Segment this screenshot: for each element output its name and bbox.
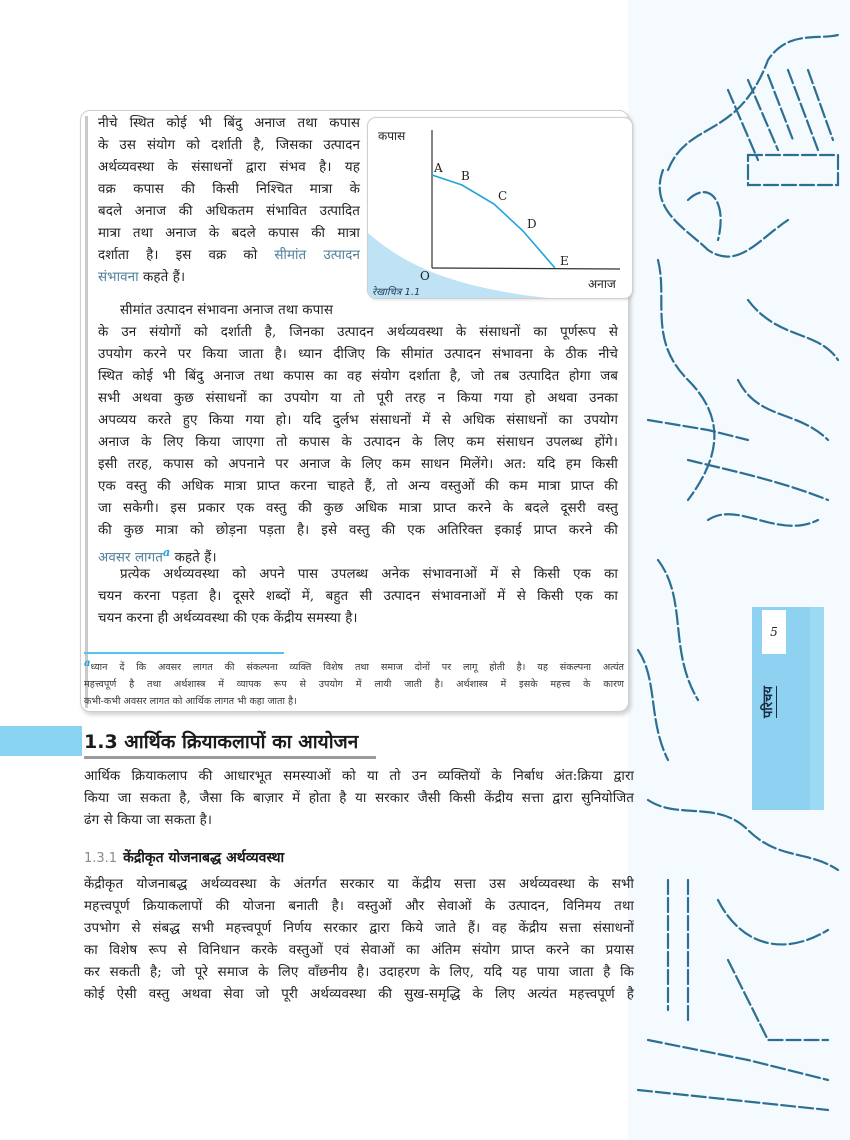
- text-line: के उन संयोगों को दर्शाती है, जिनका उत्पादन अर्थव्यवस्था के संसाधनों का पूर्णरूप से: [98, 325, 618, 340]
- section-intro-paragraph: [84, 766, 634, 832]
- chapter-label: परिचय: [761, 686, 776, 718]
- text-line: प्रत्येक अर्थव्यवस्था को अपने पास उपलब्ध अनेक संभावनाओं में से किसी एक का: [120, 567, 618, 582]
- text-line: एक वस्तु की अधिक मात्रा प्राप्त करना चाहते हैं, तो अन्य वस्तुओं की कम मात्रा प्राप्त की: [98, 479, 618, 494]
- text-line: महत्त्वपूर्ण क्रियाकलापों की योजना बनाती है। वस्तुओं और सेवाओं के उत्पादन, विनिमय तथा: [84, 899, 634, 914]
- text-line: अर्थव्यवस्था के संसाधनों द्वारा संभव है। यह: [98, 160, 360, 175]
- subsection-paragraph: [84, 874, 634, 1006]
- subsection-heading: [84, 848, 284, 867]
- text-line: स्थित कोई भी बिंदु अनाज तथा कपास का वह संयोग दर्शाता है, जो तब उत्पादित होगा जब: [98, 369, 618, 384]
- text-line: चयन करना ही अर्थव्यवस्था की एक केंद्रीय समस्या है।: [98, 611, 358, 626]
- point-label-a: A: [434, 161, 443, 175]
- point-label-d: D: [527, 217, 537, 231]
- text-line: सीमांत उत्पादन संभावना अनाज तथा कपास: [120, 303, 333, 318]
- subsection-number: 1.3.1: [84, 851, 118, 866]
- key-term: सीमांत उत्पादन: [274, 248, 360, 263]
- text-line: सभी अथवा कुछ संसाधनों का उपयोग या तो पूरी तरह न किया गया हो अथवा उनका: [98, 391, 618, 406]
- text-line: [98, 245, 360, 267]
- footnote-marker: a: [84, 658, 91, 669]
- text-line: मात्रा तथा अनाज के बदले कपास की मात्रा: [98, 226, 360, 241]
- text-line: का विशेष रूप से विनिधान करके वस्तुओं एवं सेवाओं का अंतिम संयोग प्राप्त करने का प्रयास: [84, 943, 634, 958]
- text-line: के उस संयोग को दर्शाती है, जिसका उत्पादन: [98, 138, 360, 153]
- para2-first-line: [120, 300, 380, 322]
- text-line: इसी तरह, कपास को अपनाने पर अनाज के लिए कम साधन मिलेंगे। अत: यदि हम किसी: [98, 457, 618, 472]
- text-line: उपभोग से संबद्ध सभी महत्त्वपूर्ण निर्णय सरकार द्वारा किये जाते हैं। वह केंद्रीय सत्ता संसाधनों: [84, 921, 634, 936]
- box-left-bar: [84, 116, 91, 708]
- origin-label: O: [420, 269, 430, 283]
- text-line: कोई ऐसी वस्तु अथवा सेवा जो पूरी अर्थव्यवस्था की सुख-समृद्धि के लिए अत्यंत महत्त्वपूर्ण है: [84, 987, 634, 1002]
- footnote-rule: [84, 652, 284, 654]
- text-line: नीचे स्थित कोई भी बिंदु अनाज तथा कपास: [98, 116, 360, 131]
- text-span: दर्शाता है। इस वक्र को: [98, 248, 275, 263]
- text-line: महत्त्वपूर्ण है तथा अर्थशास्त्र में व्यापक रूप से उपयोग में लायी जाती है। अर्थशास्त्र में इसके महत्त्व के कारण: [84, 679, 624, 691]
- figure-caption: रेखाचित्र 1.1: [372, 287, 421, 298]
- ppc-chart-svg: [368, 118, 632, 298]
- text-line: वक्र कपास की किसी निश्चित मात्रा के: [98, 182, 360, 197]
- footnote-marker[interactable]: a: [162, 546, 171, 559]
- point-label-e: E: [560, 254, 569, 268]
- footnote: [84, 655, 624, 710]
- box-paragraph-2: [98, 322, 618, 569]
- subsection-title: केंद्रीकृत योजनाबद्ध अर्थव्यवस्था: [123, 850, 285, 866]
- text-line: अनाज के लिए किया जाएगा तो कपास के उत्पादन के लिए कम संसाधन उपलब्ध होंगे।: [98, 435, 618, 450]
- box-intro-paragraph: [98, 113, 360, 289]
- text-line: बदले अनाज की अधिकतम संभावित उत्पादित: [98, 204, 360, 219]
- ppc-chart: [367, 117, 633, 299]
- key-term: संभावना: [98, 270, 139, 285]
- text-line: उपयोग करने पर किया जाता है। ध्यान दीजिए कि सीमांत उत्पादन संभावना के ठीक नीचे: [98, 347, 618, 362]
- text-span: कहते हैं।: [170, 550, 217, 566]
- section-accent-bar: [0, 726, 82, 756]
- text-line: आर्थिक क्रियाकलाप की आधारभूत समस्याओं को या तो उन व्यक्तियों के निर्बाध अंत:क्रिया द्वारा: [84, 769, 634, 784]
- text-line: कर सकती है; जो पूरे समाज के लिए वाँछनीय है। उदाहरण के लिए, यदि यह पाया जाता है कि: [84, 965, 634, 980]
- text-line: [84, 655, 624, 676]
- x-axis-label: अनाज: [588, 277, 616, 291]
- box-paragraph-3: [98, 564, 618, 630]
- text-line: कभी-कभी अवसर लागत को आर्थिक लागत भी कहा जाता है।: [84, 696, 297, 708]
- point-label-c: C: [498, 189, 508, 203]
- text-span: ध्यान दें कि अवसर लागत की संकल्पना व्यक्ति विशेष तथा समाज दोनों पर लागू होती है। यह संकल्पना अत्यंत: [90, 662, 624, 674]
- text-line: [98, 267, 360, 289]
- point-label-b: B: [461, 169, 470, 183]
- page-number: 5: [762, 610, 786, 654]
- text-line: केंद्रीकृत योजनाबद्ध अर्थव्यवस्था के अंतर्गत सरकार या केंद्रीय सत्ता उस अर्थव्यवस्था के सभी: [84, 877, 634, 892]
- text-span: कहते हैं।: [138, 270, 186, 285]
- text-line: अपव्यय करते हुए किया गया हो। यदि दुर्लभ संसाधनों में से अधिक संसाधनों का उपयोग: [98, 413, 618, 428]
- text-line: किया जा सकता है, जैसा कि बाज़ार में होता है या सरकार जैसी किसी केंद्रीय सत्ता द्वारा सुनियोजित: [84, 791, 634, 806]
- text-line: चयन करना पड़ता है। दूसरे शब्दों में, बहुत सी उत्पादन संभावनाओं में से किसी एक का: [98, 589, 618, 604]
- text-line: की कुछ मात्रा को छोड़ना पड़ता है। इसे वस्तु की एक अतिरिक्त इकाई प्राप्त करने की: [98, 523, 618, 538]
- y-axis-label: कपास: [378, 129, 406, 143]
- key-term-opportunity-cost: अवसर लागत: [98, 550, 163, 566]
- decorative-illustration: [628, 0, 850, 1140]
- text-line: जा सकेगी। इस प्रकार एक वस्तु की कुछ अधिक मात्रा प्राप्त करने के बदले दूसरी वस्तु: [98, 501, 618, 516]
- text-line: ढंग से किया जा सकता है।: [84, 813, 213, 828]
- section-heading: 1.3 आर्थिक क्रियाकलापों का आयोजन: [84, 728, 376, 759]
